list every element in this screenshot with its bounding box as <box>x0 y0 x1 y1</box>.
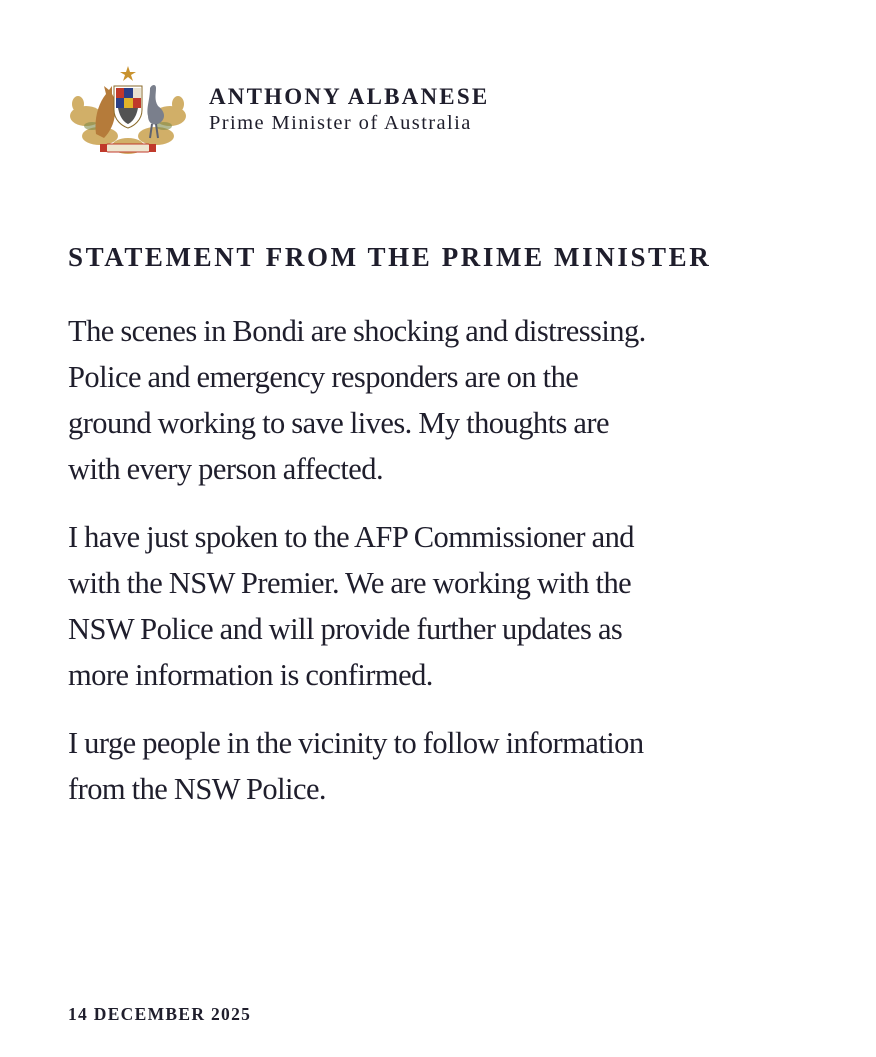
statement-title: STATEMENT FROM THE PRIME MINISTER <box>68 242 712 272</box>
paragraph-line: I have just spoken to the AFP Commissioner and <box>68 520 634 554</box>
paragraph-line: I urge people in the vicinity to follow information <box>68 726 644 760</box>
author-name: ANTHONY ALBANESE <box>209 84 490 109</box>
paragraph-line: more information is confirmed. <box>68 658 433 692</box>
paragraph-line: with the NSW Premier. We are working with the <box>68 566 632 600</box>
paragraph-line: Police and emergency responders are on the <box>68 360 579 394</box>
coat-of-arms-icon <box>66 64 190 160</box>
header-text <box>209 84 489 136</box>
paragraph-line: The scenes in Bondi are shocking and distressing. <box>68 314 646 348</box>
paragraph-line: ground working to save lives. My thoughts are <box>68 406 610 440</box>
paragraph-1 <box>68 308 828 492</box>
paragraph-line: with every person affected. <box>68 452 384 486</box>
author-role: Prime Minister of Australia <box>209 112 472 134</box>
paragraph-line: from the NSW Police. <box>68 772 327 806</box>
paragraph-3 <box>68 720 828 812</box>
paragraph-line: NSW Police and will provide further updates as <box>68 612 623 646</box>
paragraph-2 <box>68 514 828 698</box>
statement-body <box>68 308 828 834</box>
statement-date: 14 DECEMBER 2025 <box>68 1004 252 1024</box>
